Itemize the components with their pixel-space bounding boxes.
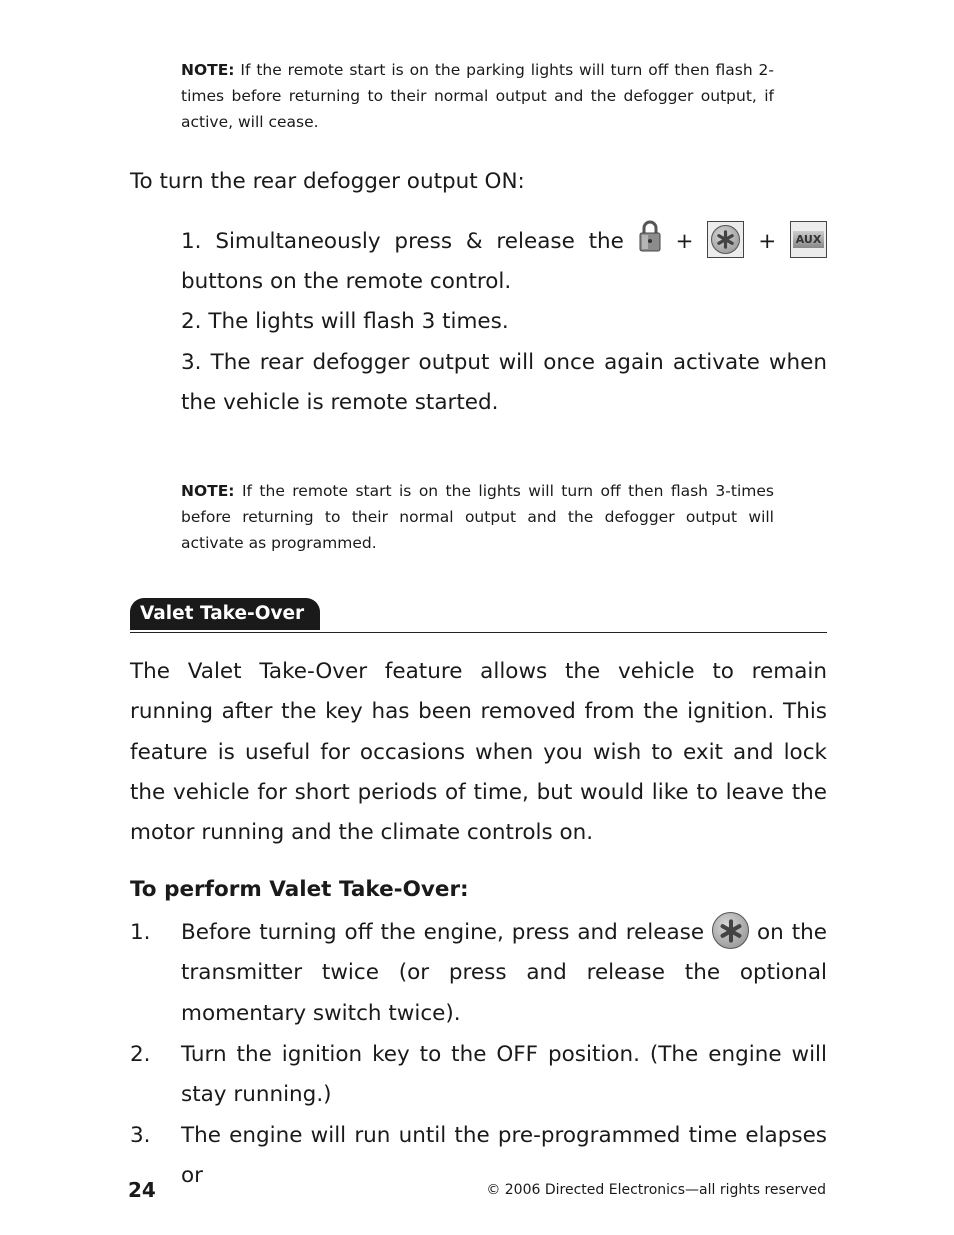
step-text	[181, 913, 827, 1034]
section-title: Valet Take-Over	[130, 598, 320, 630]
defogger-step-1	[181, 222, 827, 303]
star-button-icon	[712, 912, 749, 949]
step-number: 3.	[130, 1123, 151, 1148]
page-number: 24	[128, 1178, 156, 1202]
copyright: © 2006 Directed Electronics—all rights reserved	[486, 1182, 826, 1198]
plus-sign: +	[675, 229, 694, 254]
note-parking-lights	[181, 57, 774, 135]
valet-procedure-heading: To perform Valet Take-Over:	[130, 877, 469, 902]
defogger-step-1-prefix: 1. Simultaneously press & release the	[181, 229, 624, 254]
aux-icon-label: AUX	[793, 231, 824, 248]
defogger-step-2: 2. The lights will flash 3 times.	[181, 309, 509, 334]
section-header	[130, 598, 827, 633]
lock-icon	[638, 219, 662, 253]
note-label: NOTE:	[181, 482, 235, 500]
defogger-step-1-suffix: buttons on the remote control.	[181, 269, 512, 295]
note-defogger	[181, 478, 774, 556]
step-text: The engine will run until the pre-programmed time elapses or	[181, 1123, 827, 1189]
aux-button-icon	[790, 221, 827, 258]
defogger-intro: To turn the rear defogger output ON:	[130, 169, 525, 194]
step-text: Turn the ignition key to the OFF position. (The engine will stay running.)	[181, 1042, 827, 1108]
defogger-step-3: 3. The rear defogger output will once again activate when the vehicle is remote started.	[181, 350, 827, 416]
step-number: 2.	[130, 1042, 151, 1067]
step-text-suffix: on the transmitter twice (or press and release the optional momentary switch twice).	[181, 920, 827, 1026]
plus-sign: +	[758, 229, 777, 254]
note-text: If the remote start is on the lights will turn off then flash 3-times before returning to their normal output and the defogger output will activate as programmed.	[181, 482, 774, 552]
note-text: If the remote start is on the parking lights will turn off then flash 2-times before returning to their normal output and the defogger output, if active, will cease.	[181, 61, 774, 131]
star-button-icon	[707, 221, 744, 258]
step-number: 1.	[130, 920, 151, 945]
step-text-prefix: Before turning off the engine, press and release	[181, 920, 705, 945]
note-label: NOTE:	[181, 61, 235, 79]
valet-description: The Valet Take-Over feature allows the vehicle to remain running after the key has been removed from the ignition. This feature is useful for occasions when you wish to exit and lock the vehicle for short periods of time, but would like to leave the motor running and the climate controls on.	[130, 659, 827, 846]
